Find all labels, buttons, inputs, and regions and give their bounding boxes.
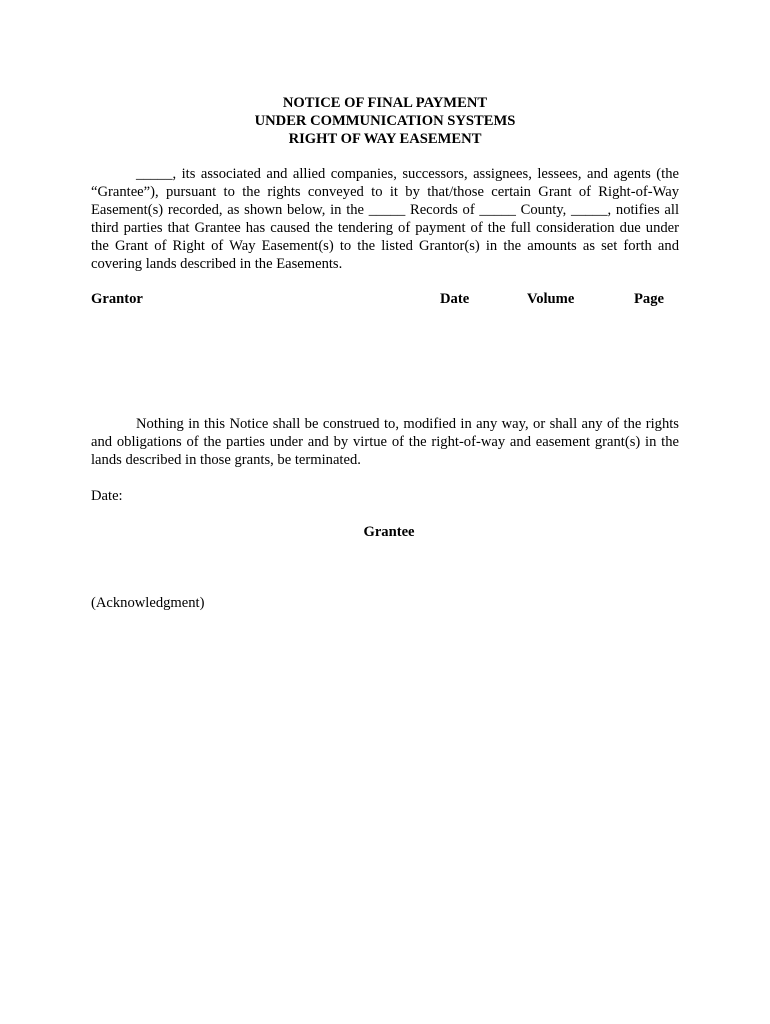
title-line-2: UNDER COMMUNICATION SYSTEMS: [254, 113, 516, 129]
date-column-header: Date: [440, 291, 470, 307]
date-label: Date:: [91, 488, 123, 504]
intro-paragraph: _____, its associated and allied companies, successors, assignees, lessees, and agents (the “Grantee”), pursuant to the rights conveyed to it by that/those certain Grant of Right-of-Way Easement(s) recorded, as shown below, in the _____ Records of _____ County, _____, notifies all third parties that Grantee has caused the tendering of payment of the full consideration due under the Grant of Right of Way Easement(s) to the listed Grantor(s) in the amounts as set forth and covering lands described in the Easements.: [91, 166, 679, 272]
volume-column-header: Volume: [527, 291, 575, 307]
title-line-3: RIGHT OF WAY EASEMENT: [288, 131, 482, 147]
easement-table-header: [0, 290, 770, 308]
grantee-label: Grantee: [363, 524, 415, 540]
notice-paragraph: Nothing in this Notice shall be construed to, modified in any way, or shall any of the rights and obligations of the parties under and by virtue of the right-of-way and easement grant(s) in the lands described in those grants, be terminated.: [91, 416, 679, 468]
title-line-1: NOTICE OF FINAL PAYMENT: [282, 95, 488, 111]
acknowledgment-label: (Acknowledgment): [91, 595, 205, 611]
page-column-header: Page: [634, 291, 664, 307]
document-title: [91, 94, 679, 148]
grantor-column-header: Grantor: [91, 291, 143, 307]
